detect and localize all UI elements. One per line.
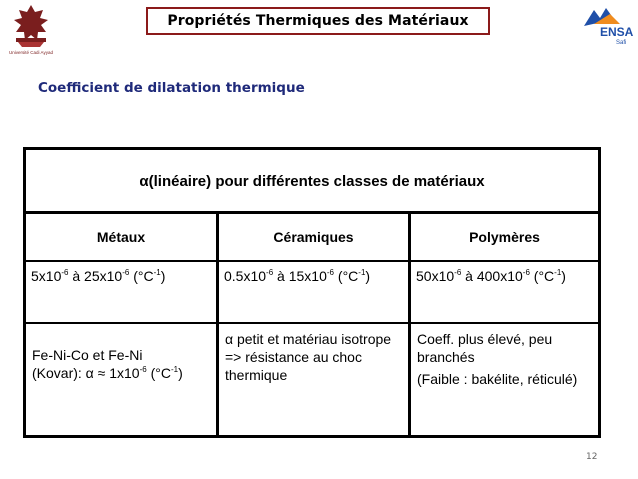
column-header-metals: Métaux: [96, 229, 146, 245]
column-header-ceramics: Céramiques: [273, 229, 354, 245]
university-emblem-icon: [2, 2, 60, 58]
ensa-text: ENSA: [600, 25, 634, 39]
slide-title: Propriétés Thermiques des Matériaux: [146, 7, 490, 35]
university-caption: Université Cadi Ayyad: [9, 50, 53, 55]
ensa-mountain-icon: [576, 2, 636, 46]
range-polymers: $50x10^{-6}$ à $400x10^{-6}$ $(^\circ C^{-1})$: [416, 268, 566, 284]
column-header-polymers: Polymères: [469, 229, 540, 245]
university-logo: [2, 2, 60, 58]
note-ceramics: α petit et matériau isotrope => résistance au choc thermique: [225, 331, 392, 383]
note-metals: Fe-Ni-Co et Fe-Ni (Kovar): $\alpha \approx 1x10^{-6}$ $(^\circ C^{-1})$: [32, 347, 183, 381]
expansion-table: [23, 147, 601, 438]
page-number: 12: [586, 452, 598, 462]
range-ceramics: $0.5x10^{-6}$ à $15x10^{-6}$ $(^\circ C^{-1})$: [224, 268, 371, 284]
section-subtitle: Coefficient de dilatation thermique: [38, 80, 305, 96]
range-metals: $5x10^{-6}$ à $25x10^{-6}$ $(^\circ C^{-1})$: [31, 268, 166, 284]
ensa-logo: [576, 2, 636, 46]
ensa-subtext: Safi: [616, 40, 627, 46]
note-polymers: Coeff. plus élevé, peu branchés (Faible : bakélite, réticulé): [417, 331, 578, 387]
table-header: α(linéaire) pour différentes classes de matériaux: [139, 172, 485, 190]
